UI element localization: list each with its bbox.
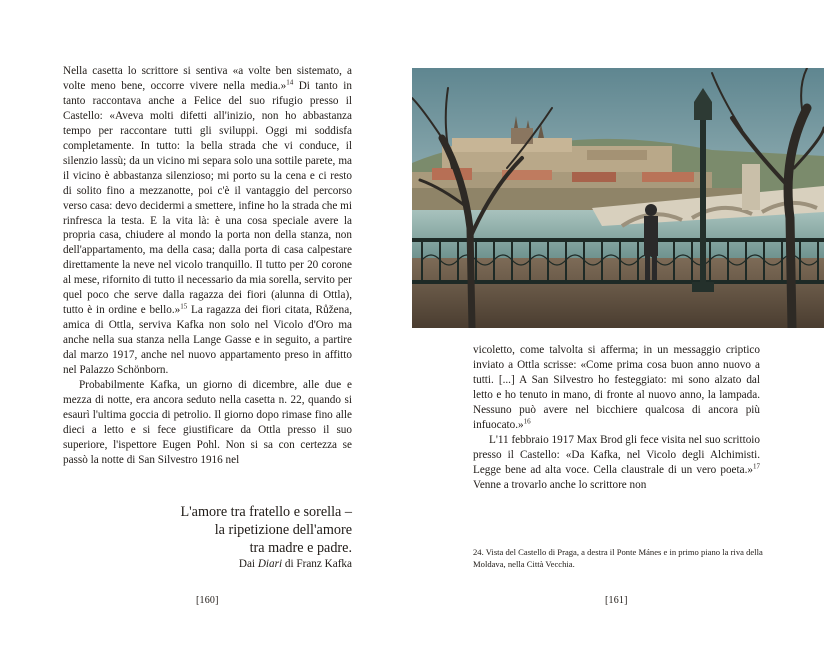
epigraph-line-1: L'amore tra fratello e sorella – bbox=[180, 504, 352, 520]
right-paragraph-2-text-b: Venne a trovarlo anche lo scrittore non bbox=[473, 478, 647, 491]
epigraph-line-3: tra madre e padre. bbox=[249, 540, 352, 556]
page-number-left: [160] bbox=[196, 595, 219, 606]
right-page bbox=[412, 0, 824, 652]
epigraph-line-2: la ripetizione dell'amore bbox=[214, 522, 352, 538]
right-paragraph-1-text: vicoletto, come talvolta si afferma; in un messaggio criptico inviato a Ottla scrisse: «Come prima cosa buon anno nuovo a tutti. [...] A San Silvestro ho festeggiato: mi sono alzato dal letto e ho tenuto in mano, di fronte al nuovo anno, la lampada. Nessuno può avere nel bicchiere qualcosa di ancora più infuocato.» bbox=[473, 344, 760, 431]
right-text-column bbox=[473, 343, 760, 493]
left-paragraph-1 bbox=[63, 64, 352, 378]
right-paragraph-2-text-a: L'11 febbraio 1917 Max Brod gli fece visita nel suo scrittoio presso il Castello: «Da Kafka, nel Vicolo degli Alchimisti. Legge bene ad alta voce. Cella claustrale di un vero poeta.» bbox=[473, 433, 760, 476]
epigraph-source-prefix: Dai bbox=[238, 558, 258, 570]
left-text-column bbox=[63, 64, 352, 468]
footnote-ref-17: 17 bbox=[753, 461, 760, 470]
left-paragraph-1-text-a: Nella casetta lo scrittore si sentiva «a volte ben sistemato, a volte meno bene, occorre vivere nella media.» bbox=[63, 65, 352, 92]
footnote-ref-14: 14 bbox=[286, 78, 294, 87]
footnote-ref-15: 15 bbox=[180, 302, 188, 311]
prague-castle-photo bbox=[412, 68, 824, 328]
page-number-right: [161] bbox=[605, 595, 628, 606]
left-paragraph-1-text-c: La ragazza dei fiori citata, Růžena, amica di Ottla, serviva Kafka non solo nel Vicolo d'Oro ma anche nella sua stanza nella Lange Gasse e in seguito, a partire dal marzo 1917, anche nel nuovo appartamento preso in affitto nel Palazzo Schönborn. bbox=[63, 304, 352, 377]
figure-caption: 24. Vista del Castello di Praga, a destra il Ponte Mánes e in primo piano la riva della Moldava, nella Città Vecchia. bbox=[473, 547, 763, 569]
epigraph-source-title: Diari bbox=[257, 558, 283, 570]
right-paragraph-2 bbox=[473, 433, 760, 493]
footnote-ref-16: 16 bbox=[523, 417, 531, 426]
epigraph-source bbox=[63, 558, 352, 570]
left-paragraph-1-text-b: Di tanto in tanto raccontava anche a Felice del suo rifugio presso il Castello: «Aveva molti difetti all'inizio, non ho abbastanza tempo per raccontare tutti gli sviluppi. Oggi mi soddisfa completamente. In tutto: la bella strada che vi conduce, il silenzio lassù; da un vicino mi separa solo una sottile parete, ma il vicino è abbastanza silenzioso; mi porto su la cena e ci resto di solito fino a mezzanotte, poi c'è il vantaggio del percorso verso casa: devo decidermi a smettere, infine ho la strada che mi rinfresca la testa. E la vita là: è una cosa speciale avere la propria casa, chiudere al mondo la porta non della stanza, non dell'appartamento, ma della casa; dalla porta di casa calpestare direttamente la neve nel vicolo tranquillo. Il tutto per 20 corone al mese, rifornito di tutto il necessario da mia sorella, servito per quel poco che serve dalla ragazza dei fiori (alunna di Ottla), tutto è in ordine e bello.» bbox=[63, 79, 352, 317]
left-paragraph-2: Probabilmente Kafka, un giorno di dicembre, alle due e mezza di notte, era ancora seduto nella casetta n. 22, quando si esaurì l'ultima goccia di petrolio. Il giorno dopo rimase fino alle dieci a letto e si fece giustificare da Ottla presso il suo superiore, l'ispettore Eugen Pohl. Non si sa con certezza se passò la notte di San Silvestro 1916 nel bbox=[63, 379, 352, 466]
right-paragraph-1 bbox=[473, 343, 760, 433]
epigraph-source-suffix: di Franz Kafka bbox=[282, 558, 352, 570]
epigraph bbox=[63, 503, 352, 557]
